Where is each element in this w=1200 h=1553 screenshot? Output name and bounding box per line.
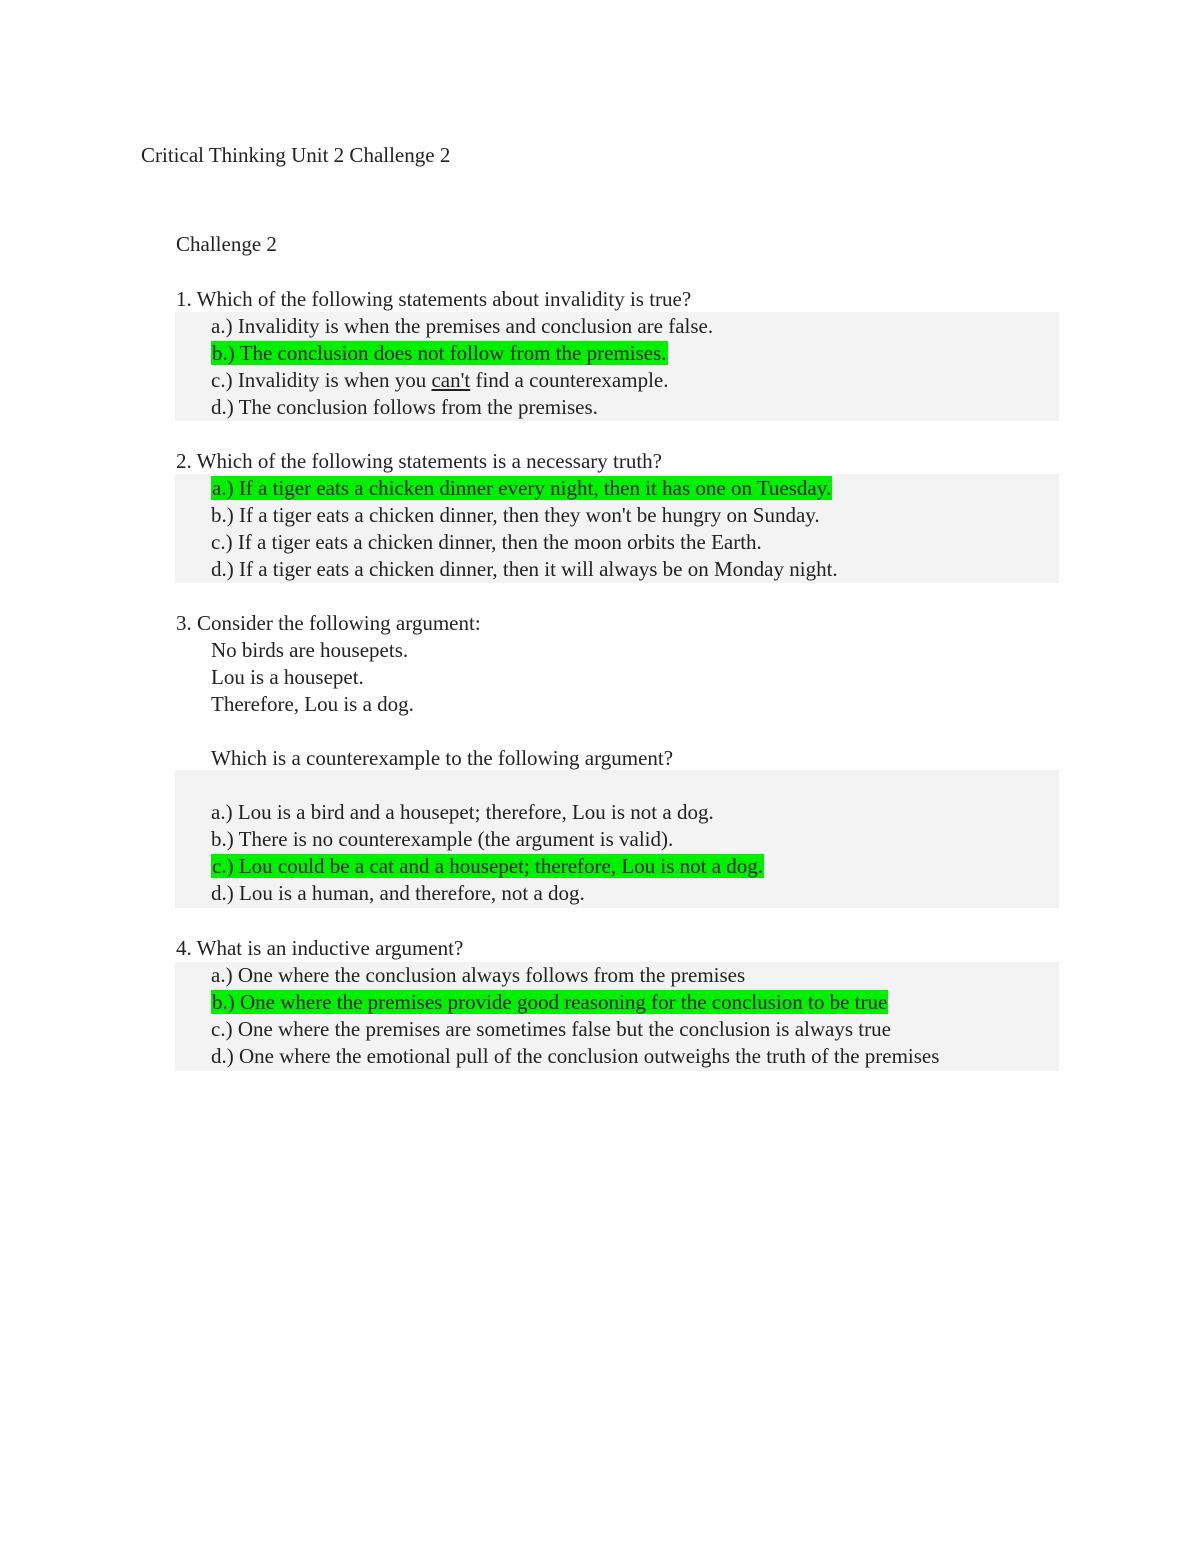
question-3-option-d bbox=[211, 880, 585, 907]
question-number: 2. bbox=[176, 449, 192, 473]
option-text: c.) If a tiger eats a chicken dinner, then the moon orbits the Earth. bbox=[211, 530, 762, 554]
argument-conclusion: Therefore, Lou is a dog. bbox=[211, 692, 414, 716]
option-text: find a counterexample. bbox=[470, 368, 669, 392]
question-4-option-a bbox=[211, 962, 745, 989]
highlighted-answer: a.) If a tiger eats a chicken dinner every night, then it has one on Tuesday. bbox=[212, 476, 832, 500]
question-2-option-b bbox=[211, 502, 820, 529]
question-2-option-d bbox=[211, 556, 838, 583]
option-text: d.) Lou is a human, and therefore, not a dog. bbox=[211, 881, 585, 905]
question-2-stem bbox=[176, 448, 662, 475]
question-1-option-a bbox=[211, 313, 713, 340]
question-2-option-c bbox=[211, 529, 762, 556]
highlighted-answer: c.) Lou could be a cat and a housepet; therefore, Lou is not a dog. bbox=[212, 854, 764, 878]
question-number: 4. bbox=[176, 936, 192, 960]
question-text: What is an inductive argument? bbox=[196, 936, 464, 960]
question-4-option-d bbox=[211, 1043, 939, 1070]
argument-premise-2: Lou is a housepet. bbox=[211, 665, 364, 689]
question-number: 3. bbox=[176, 611, 192, 635]
question-4-option-c bbox=[211, 1016, 891, 1043]
highlighted-answer: b.) One where the premises provide good reasoning for the conclusion to be true bbox=[212, 990, 888, 1014]
question-4-stem bbox=[176, 935, 463, 962]
question-1-option-b bbox=[211, 340, 668, 367]
question-text: Which of the following statements is a necessary truth? bbox=[196, 449, 662, 473]
question-3-option-b bbox=[211, 826, 673, 853]
section-heading: Challenge 2 bbox=[176, 232, 277, 256]
document-title: Critical Thinking Unit 2 Challenge 2 bbox=[141, 143, 451, 167]
question-text: Consider the following argument: bbox=[197, 611, 481, 635]
question-4-option-b bbox=[211, 989, 888, 1016]
question-3-stem bbox=[176, 610, 481, 637]
question-3-prompt: Which is a counterexample to the following argument? bbox=[211, 746, 674, 770]
question-text: Which of the following statements about invalidity is true? bbox=[196, 287, 692, 311]
option-text: d.) If a tiger eats a chicken dinner, then it will always be on Monday night. bbox=[211, 557, 838, 581]
question-1-option-c bbox=[211, 367, 668, 394]
argument-premise-1: No birds are housepets. bbox=[211, 638, 409, 662]
question-2-option-a bbox=[211, 475, 832, 502]
highlighted-answer: b.) The conclusion does not follow from the premises. bbox=[212, 341, 667, 365]
option-text: b.) There is no counterexample (the argument is valid). bbox=[211, 827, 674, 851]
question-number: 1. bbox=[176, 287, 192, 311]
underlined-word: can't bbox=[431, 368, 471, 392]
option-text: a.) One where the conclusion always follows from the premises bbox=[211, 963, 746, 987]
option-text: c.) One where the premises are sometimes false but the conclusion is always true bbox=[211, 1017, 891, 1041]
question-1-stem bbox=[176, 286, 691, 313]
option-text: a.) Lou is a bird and a housepet; therefore, Lou is not a dog. bbox=[211, 800, 714, 824]
option-text: d.) One where the emotional pull of the conclusion outweighs the truth of the premises bbox=[211, 1044, 940, 1068]
option-text: d.) The conclusion follows from the premises. bbox=[211, 395, 598, 419]
question-3-option-a bbox=[211, 799, 714, 826]
option-text: c.) Invalidity is when you bbox=[211, 368, 432, 392]
option-text: a.) Invalidity is when the premises and conclusion are false. bbox=[211, 314, 714, 338]
question-1-option-d bbox=[211, 394, 598, 421]
question-3-option-c bbox=[211, 853, 764, 880]
option-text: b.) If a tiger eats a chicken dinner, then they won't be hungry on Sunday. bbox=[211, 503, 820, 527]
